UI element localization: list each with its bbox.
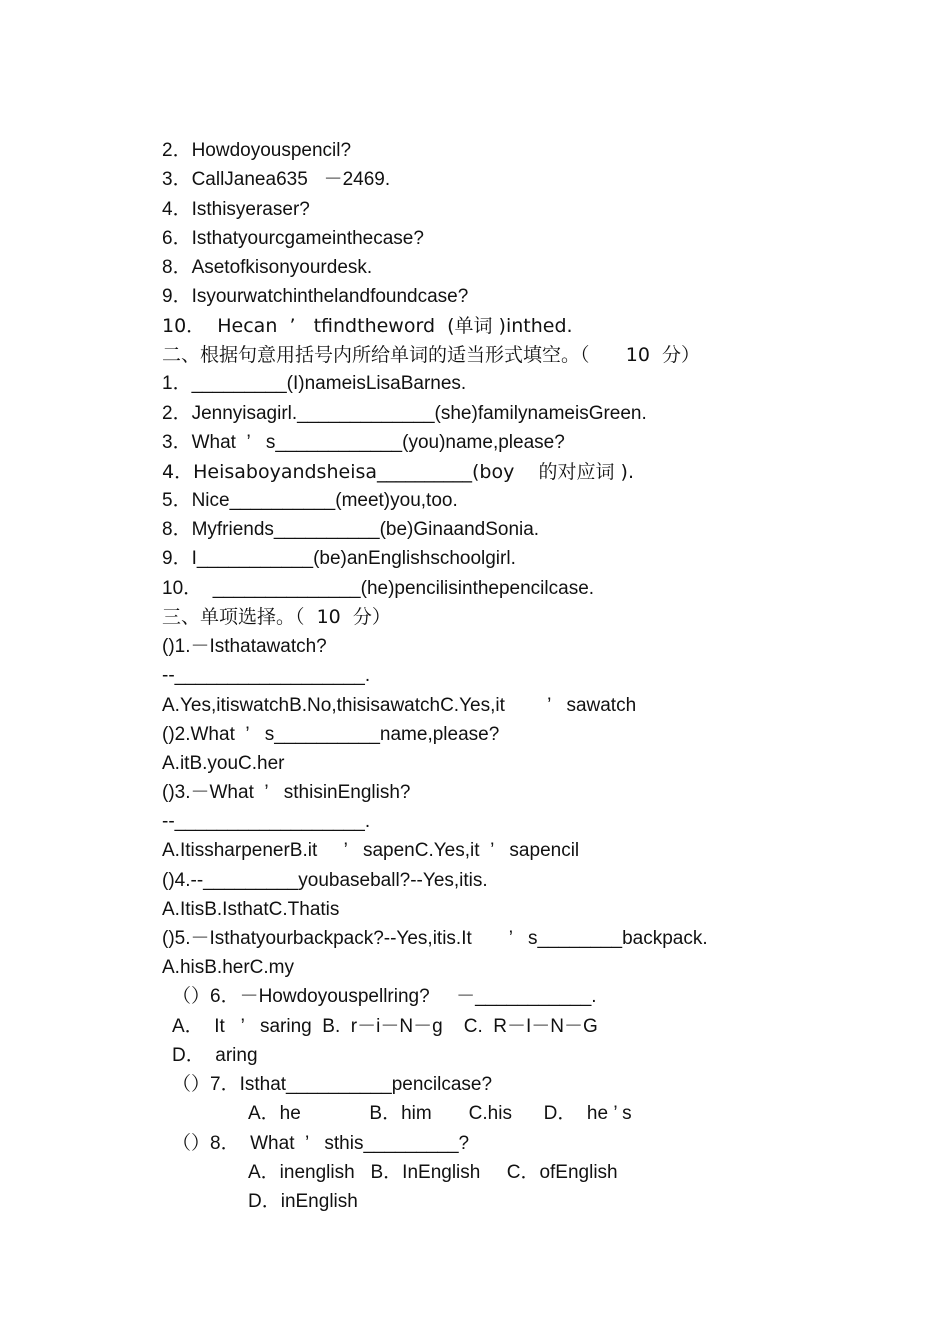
- fill-blank-item: 10． ______________(he)pencilisinthepencilcase.: [162, 578, 595, 599]
- choice-question: （）8． What ’ sthis_________?: [172, 1133, 470, 1154]
- choice-question: ()1.－Isthatawatch?: [162, 636, 327, 657]
- answer-blank: --__________________.: [162, 665, 371, 686]
- choice-question: （）6．－Howdoyouspellring? －___________.: [172, 986, 597, 1007]
- section-heading: 二、根据句意用括号内所给单词的适当形式填空。（ 10 分）: [162, 344, 700, 366]
- fill-blank-item: 4．Heisaboyandsheisa__________(boy 的对应词 ).: [162, 461, 635, 483]
- choice-options: A.Yes,itiswatchB.No,thisisawatchC.Yes,it ’ sawatch: [162, 695, 637, 716]
- choice-options: A．inenglish B．InEnglish C．ofEnglish: [248, 1162, 618, 1183]
- choice-question: ()4.--_________youbaseball?--Yes,itis.: [162, 870, 488, 891]
- exercise-line: 8．Asetofkisonyourdesk.: [162, 257, 373, 278]
- choice-options: A． It ’ saring B. r－i－N－g C. R－I－N－G: [172, 1016, 598, 1037]
- choice-options: A.itB.youC.her: [162, 753, 285, 774]
- choice-question: ()3.－What ’ sthisinEnglish?: [162, 782, 411, 803]
- fill-blank-item: 9．I___________(be)anEnglishschoolgirl.: [162, 548, 516, 569]
- choice-options: D． aring: [172, 1045, 258, 1066]
- choice-question: （）7．Isthat__________pencilcase?: [172, 1074, 493, 1095]
- section-heading: 三、单项选择。（ 10 分）: [162, 606, 391, 628]
- exercise-line: 6．Isthatyourcgameinthecase?: [162, 228, 424, 249]
- exercise-line: 3．CallJanea635 －2469.: [162, 169, 391, 190]
- choice-question: ()5.－Isthatyourbackpack?--Yes,itis.It ’ s________backpack.: [162, 928, 708, 949]
- exercise-line: 2．Howdoyouspencil?: [162, 140, 352, 161]
- fill-blank-item: 8．Myfriends__________(be)GinaandSonia.: [162, 519, 540, 540]
- choice-options: A.hisB.herC.my: [162, 957, 294, 978]
- exercise-line: 4．Isthisyeraser?: [162, 199, 310, 220]
- exercise-line: 10． Hecan ’ tfindtheword (单词 )inthed.: [162, 315, 579, 337]
- choice-options: A.ItisB.IsthatC.Thatis: [162, 899, 340, 920]
- choice-options: A.ItissharpenerB.it ’ sapenC.Yes,it ’ sapencil: [162, 840, 580, 861]
- exercise-line: 9．Isyourwatchinthelandfoundcase?: [162, 286, 469, 307]
- fill-blank-item: 3．What ’ s____________(you)name,please?: [162, 432, 565, 453]
- choice-options: A．he B．him C.his D． he ’ s: [248, 1103, 632, 1124]
- choice-options: D．inEnglish: [248, 1191, 358, 1212]
- fill-blank-item: 5．Nice__________(meet)you,too.: [162, 490, 458, 511]
- choice-question: ()2.What ’ s__________name,please?: [162, 724, 500, 745]
- answer-blank: --__________________.: [162, 811, 371, 832]
- fill-blank-item: 2．Jennyisagirl._____________(she)familynameisGreen.: [162, 403, 647, 424]
- fill-blank-item: 1．_________(I)nameisLisaBarnes.: [162, 373, 467, 394]
